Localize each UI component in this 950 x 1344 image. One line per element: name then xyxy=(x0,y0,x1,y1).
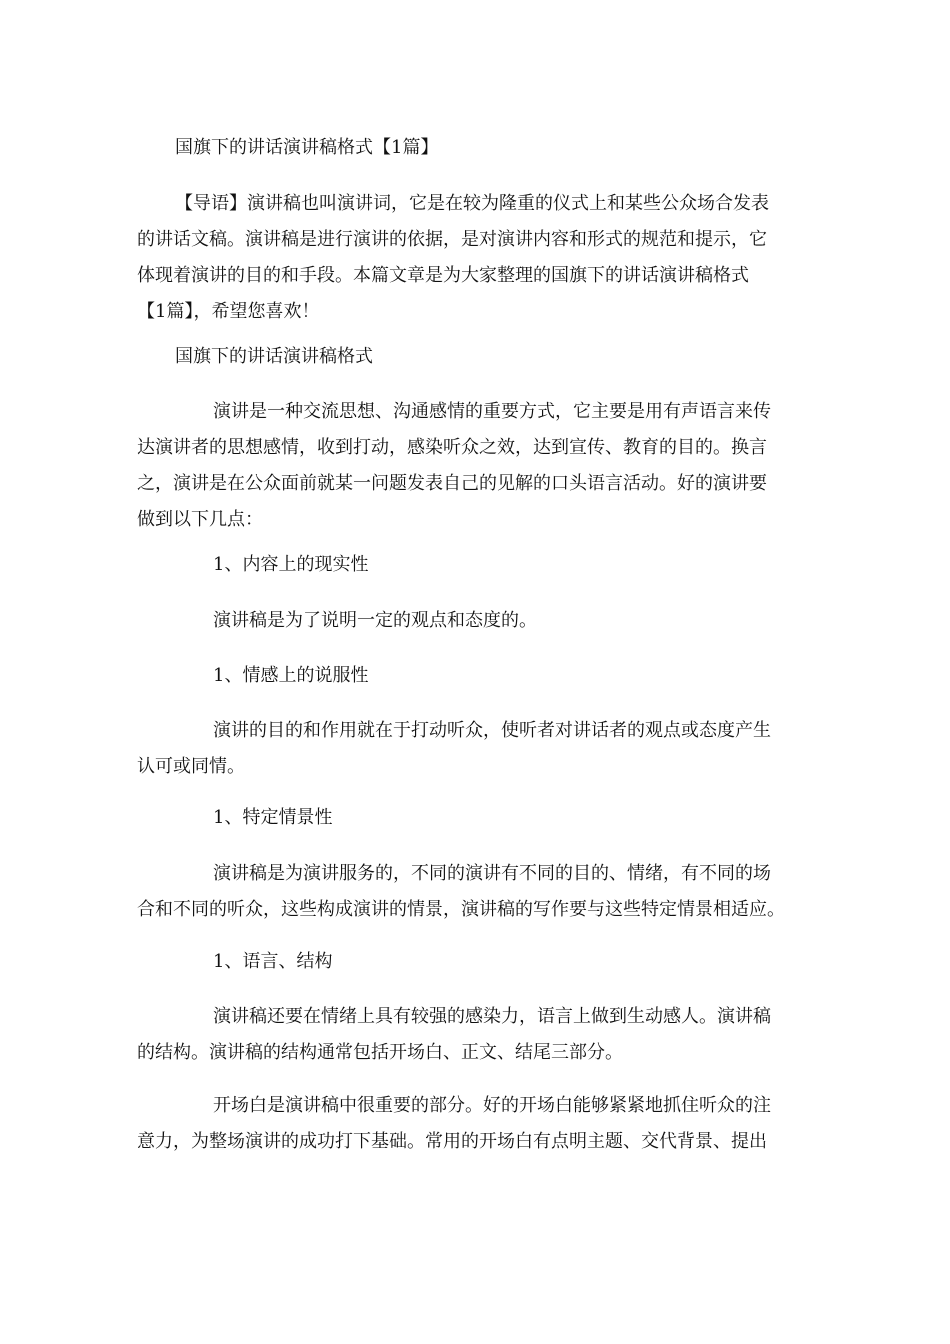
text-line: 开场白是演讲稿中很重要的部分。好的开场白能够紧紧地抓住听众的注 xyxy=(213,1095,771,1116)
text-line: 体现着演讲的目的和手段。本篇文章是为大家整理的国旗下的讲话演讲稿格式 xyxy=(137,265,749,286)
text-line: 意力，为整场演讲的成功打下基础。常用的开场白有点明主题、交代背景、提出 xyxy=(137,1131,767,1152)
heading-text: 1、特定情景性 xyxy=(213,807,333,828)
subtitle-text: 国旗下的讲话演讲稿格式 xyxy=(175,346,373,367)
document-title xyxy=(175,130,851,166)
point-heading-3 xyxy=(213,800,889,836)
heading-text: 1、内容上的现实性 xyxy=(213,554,369,575)
intro-paragraph xyxy=(137,186,813,330)
body-paragraph-3 xyxy=(137,713,813,785)
point-heading-2 xyxy=(213,658,889,694)
text-line: 演讲稿是为了说明一定的观点和态度的。 xyxy=(213,610,537,631)
text-line: 的讲话文稿。演讲稿是进行演讲的依据，是对演讲内容和形式的规范和提示，它 xyxy=(137,229,767,250)
heading-text: 1、情感上的说服性 xyxy=(213,665,369,686)
text-line: 做到以下几点： xyxy=(137,509,263,530)
body-paragraph-2 xyxy=(213,603,889,639)
text-line: 之，演讲是在公众面前就某一问题发表自己的见解的口头语言活动。好的演讲要 xyxy=(137,473,767,494)
text-line: 认可或同情。 xyxy=(137,756,245,777)
point-heading-4 xyxy=(213,944,889,980)
title-text: 国旗下的讲话演讲稿格式【1篇】 xyxy=(175,137,439,158)
text-line: 【1篇】，希望您喜欢！ xyxy=(137,301,320,322)
body-paragraph-5 xyxy=(137,999,813,1071)
text-line: 达演讲者的思想感情，收到打动，感染听众之效，达到宣传、教育的目的。换言 xyxy=(137,437,767,458)
text-line: 演讲的目的和作用就在于打动听众，使听者对讲话者的观点或态度产生 xyxy=(213,720,771,741)
text-line: 演讲是一种交流思想、沟通感情的重要方式，它主要是用有声语言来传 xyxy=(213,401,771,422)
text-line: 演讲稿是为演讲服务的，不同的演讲有不同的目的、情绪，有不同的场 xyxy=(213,863,771,884)
text-line: 的结构。演讲稿的结构通常包括开场白、正文、结尾三部分。 xyxy=(137,1042,623,1063)
point-heading-1 xyxy=(213,547,889,583)
text-line: 【导语】演讲稿也叫演讲词，它是在较为隆重的仪式上和某些公众场合发表 xyxy=(175,193,769,214)
heading-text: 1、语言、结构 xyxy=(213,951,333,972)
body-paragraph-1 xyxy=(137,394,813,538)
section-subtitle xyxy=(175,339,851,375)
text-line: 演讲稿还要在情绪上具有较强的感染力，语言上做到生动感人。演讲稿 xyxy=(213,1006,771,1027)
body-paragraph-4 xyxy=(137,856,813,928)
text-line: 合和不同的听众，这些构成演讲的情景，演讲稿的写作要与这些特定情景相适应。 xyxy=(137,899,785,920)
body-paragraph-6 xyxy=(137,1088,813,1160)
